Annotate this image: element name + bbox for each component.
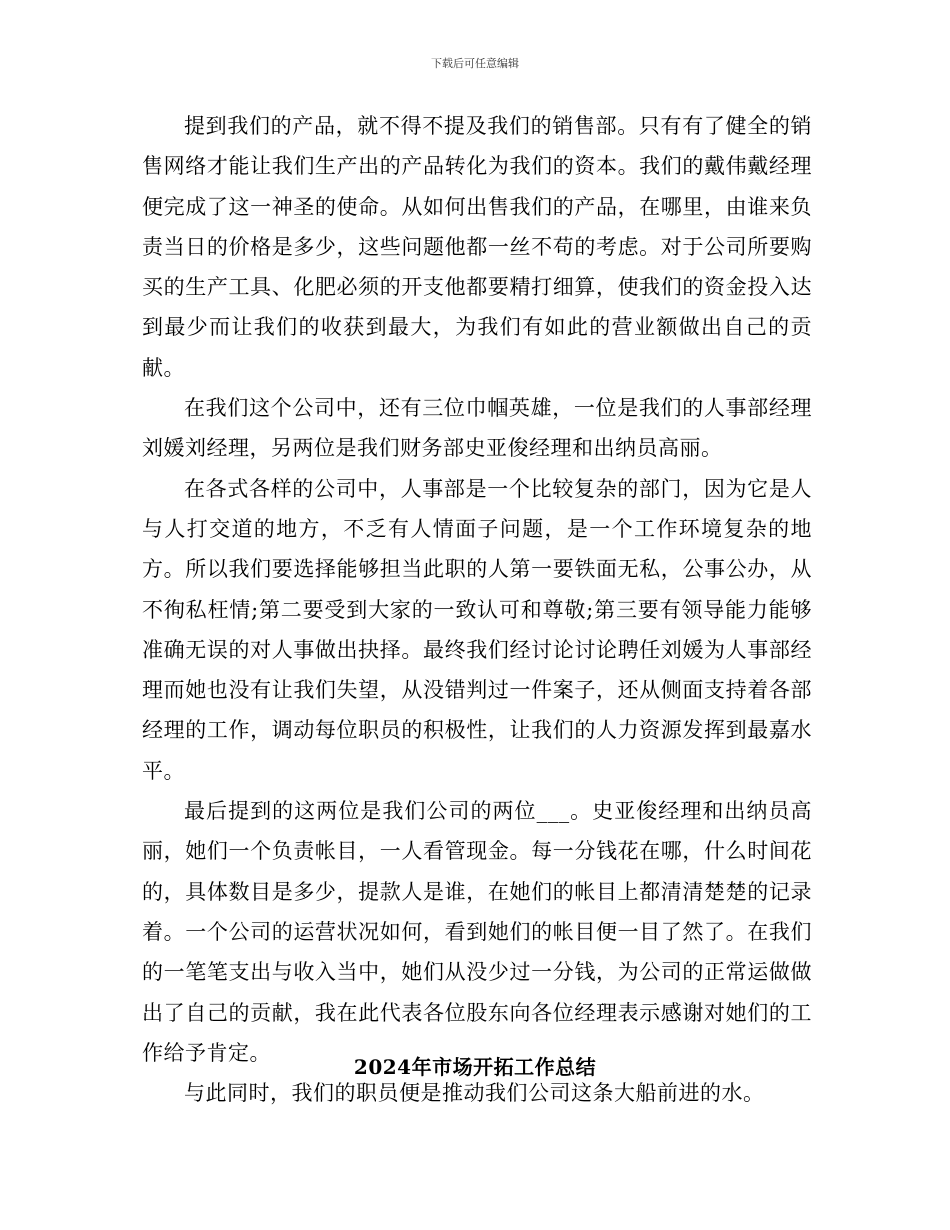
header-note: 下载后可任意编辑 (431, 57, 519, 70)
paragraph-staff: 与此同时，我们的职员便是推动我们公司这条大船前进的水。 (184, 1081, 765, 1106)
paragraph-hr: 在各式各样的公司中，人事部是一个比较复杂的部门，因为它是人与人打交道的地方，不乏有人情面子问题，是一个工作环境复杂的地方。所以我们要选择能够担当此职的人第一要铁面无私，公事公办，从不徇私枉情;第二要受到大家的一致认可和尊敬;第三要有领导能力能够准确无误的对人事做出抉择。最终我们经讨论讨论聘任刘媛为人事部经理而她也没有让我们失望，从没错判过一件案子，还从侧面支持着各部经理的工作，调动每位职员的积极性，让我们的人力资源发挥到最嘉水平。 (142, 476, 812, 783)
paragraph-sales: 提到我们的产品，就不得不提及我们的销售部。只有有了健全的销售网络才能让我们生产出的产品转化为我们的资本。我们的戴伟戴经理便完成了这一神圣的使命。从如何出售我们的产品，在哪里，由谁来负责当日的价格是多少，这些问题他都一丝不苟的考虑。对于公司所要购买的生产工具、化肥必须的开支他都要精打细算，使我们的资金投入达到最少而让我们的收获到最大，为我们有如此的营业额做出自己的贡献。 (142, 114, 812, 380)
paragraph-finance: 最后提到的这两位是我们公司的两位___。史亚俊经理和出纳员高丽，她们一个负责帐目，一人看管现金。每一分钱花在哪，什么时间花的，具体数目是多少，提款人是谁，在她们的帐目上都清清楚楚的记录着。一个公司的运营状况如何，看到她们的帐目便一目了然了。在我们的一笔笔支出与收入当中，她们从没少过一分钱，为公司的正常运做做出了自己的贡献，我在此代表各位股东向各位经理表示感谢对她们的工作给予肯定。 (142, 799, 812, 1065)
body-text (142, 106, 812, 1113)
section-title: 2024年市场开拓工作总结 (353, 1055, 597, 1079)
paragraph-heroines: 在我们这个公司中，还有三位巾帼英雄，一位是我们的人事部经理刘媛刘经理，另两位是我们财务部史亚俊经理和出纳员高丽。 (142, 396, 812, 461)
